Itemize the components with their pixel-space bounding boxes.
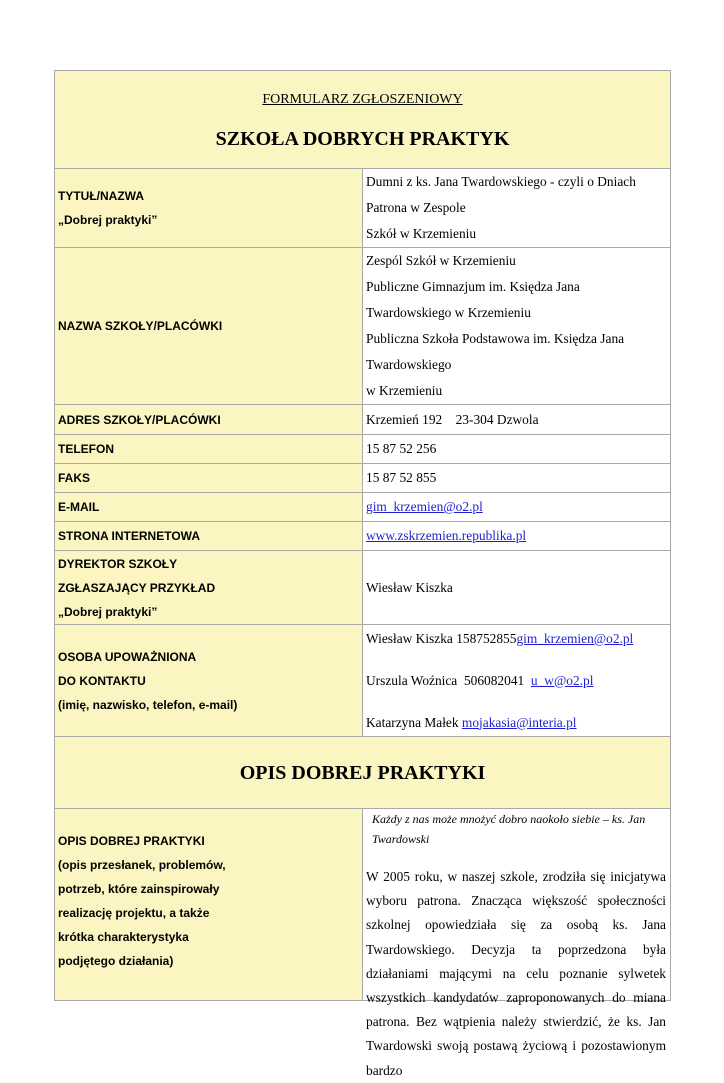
label-osoba-line2: DO KONTAKTU bbox=[58, 673, 146, 688]
value-nazwa-line2: Publiczne Gimnazjum im. Księdza Jana Twardowskiego w Krzemieniu bbox=[366, 279, 580, 320]
value-osoba bbox=[363, 625, 671, 737]
value-dyrektor: Wiesław Kiszka bbox=[363, 551, 671, 625]
value-nazwa-line3: Publiczna Szkoła Podstawowa im. Księdza Jana Twardowskiego bbox=[366, 331, 625, 372]
opis-header-cell bbox=[55, 737, 671, 809]
label-adres: ADRES SZKOŁY/PLACÓWKI bbox=[55, 405, 363, 435]
row-nazwa bbox=[55, 248, 671, 405]
row-faks bbox=[55, 464, 671, 493]
value-opis bbox=[363, 809, 671, 1078]
label-opis-line4: realizację projektu, a także bbox=[58, 906, 210, 920]
contact-2-text: Urszula Woźnica 506082041 bbox=[366, 672, 531, 688]
form-subtitle: FORMULARZ ZGŁOSZENIOWY bbox=[262, 92, 463, 107]
form-header-row bbox=[55, 71, 671, 169]
contact-person-1 bbox=[366, 626, 666, 652]
spacer bbox=[366, 694, 666, 710]
label-osoba-line1: OSOBA UPOWAŻNIONA bbox=[58, 649, 197, 664]
row-telefon bbox=[55, 435, 671, 464]
value-tytul-line1: Dumni z ks. Jana Twardowskiego - czyli o Dniach Patrona w Zespole bbox=[366, 174, 636, 215]
opis-content bbox=[366, 809, 666, 1078]
label-opis-line2: (opis przesłanek, problemów, bbox=[58, 858, 226, 872]
opis-paragraph: W 2005 roku, w naszej szkole, zrodziła się inicjatywa wyboru patrona. Znacząca większość społeczności szkolnej opowiedziała się za osobą ks. Jana Twardowskiego. Decyzja ta poprzedzona była działaniami mającymi na celu poznanie sylwetek wszystkich kandydatów zaproponowanych do miana patrona. Bez wątpienia należy stwierdzić, że ks. Jan Twardowski swoją postawą życiową i pozostawionym bardzo bbox=[366, 869, 666, 1078]
label-tytul-line2: „Dobrej praktyki” bbox=[58, 213, 158, 227]
label-dyrektor-line3: „Dobrej praktyki” bbox=[58, 604, 158, 619]
contact-3-email-link[interactable]: mojakasia@interia.pl bbox=[461, 714, 577, 730]
row-strona bbox=[55, 522, 671, 551]
label-osoba bbox=[55, 625, 363, 737]
application-form-table bbox=[54, 70, 671, 1078]
label-email: E-MAIL bbox=[55, 493, 363, 522]
label-opis-line1: OPIS DOBREJ PRAKTYKI bbox=[58, 834, 205, 848]
contact-1-text: Wiesław Kiszka 158752855 bbox=[366, 630, 517, 646]
value-nazwa-line1: Zespól Szkół w Krzemieniu bbox=[366, 253, 516, 268]
row-osoba bbox=[55, 625, 671, 737]
row-adres bbox=[55, 405, 671, 435]
label-faks: FAKS bbox=[55, 464, 363, 493]
opis-header-row bbox=[55, 737, 671, 809]
value-adres: Krzemień 192 23-304 Dzwola bbox=[363, 405, 671, 435]
label-osoba-line3: (imię, nazwisko, telefon, e-mail) bbox=[58, 697, 238, 712]
form-title: SZKOŁA DOBRYCH PRAKTYK bbox=[215, 128, 510, 150]
label-strona: STRONA INTERNETOWA bbox=[55, 522, 363, 551]
motto-quote: Każdy z nas może mnożyć dobro naokoło siebie – ks. Jan Twardowski bbox=[372, 812, 646, 846]
value-nazwa-line4: w Krzemieniu bbox=[366, 383, 443, 398]
label-dyrektor-line2: ZGŁASZAJĄCY PRZYKŁAD bbox=[58, 580, 216, 595]
label-dyrektor bbox=[55, 551, 363, 625]
email-link[interactable]: gim_krzemien@o2.pl bbox=[366, 499, 483, 514]
contact-2-email-link[interactable]: u_w@o2.pl bbox=[530, 672, 594, 688]
value-strona-cell bbox=[363, 522, 671, 551]
contact-1-email-link[interactable]: gim_krzemien@o2.pl bbox=[516, 630, 634, 646]
label-nazwa: NAZWA SZKOŁY/PLACÓWKI bbox=[55, 248, 363, 405]
label-tytul bbox=[55, 169, 363, 248]
contact-person-3 bbox=[366, 710, 666, 736]
contact-person-2 bbox=[366, 668, 666, 694]
value-tytul bbox=[363, 169, 671, 248]
label-telefon: TELEFON bbox=[55, 435, 363, 464]
contact-3-text: Katarzyna Małek bbox=[366, 714, 462, 730]
section-title: OPIS DOBREJ PRAKTYKI bbox=[239, 761, 486, 784]
row-dyrektor bbox=[55, 551, 671, 625]
spacer bbox=[366, 652, 666, 668]
form-header-cell bbox=[55, 71, 671, 169]
label-dyrektor-line1: DYREKTOR SZKOŁY bbox=[58, 556, 178, 571]
row-tytul bbox=[55, 169, 671, 248]
value-nazwa bbox=[363, 248, 671, 405]
row-email bbox=[55, 493, 671, 522]
label-tytul-line1: TYTUŁ/NAZWA bbox=[58, 189, 144, 203]
row-opis bbox=[55, 809, 671, 1001]
value-telefon: 15 87 52 256 bbox=[363, 435, 671, 464]
website-link[interactable]: www.zskrzemien.republika.pl bbox=[366, 528, 527, 543]
label-opis-line3: potrzeb, które zainspirowały bbox=[58, 882, 220, 896]
label-opis-line5: krótka charakterystyka bbox=[58, 930, 189, 944]
label-opis bbox=[55, 809, 363, 1001]
label-opis-line6: podjętego działania) bbox=[58, 954, 174, 968]
value-email-cell bbox=[363, 493, 671, 522]
value-faks: 15 87 52 855 bbox=[363, 464, 671, 493]
value-tytul-line2: Szkół w Krzemieniu bbox=[366, 226, 477, 241]
